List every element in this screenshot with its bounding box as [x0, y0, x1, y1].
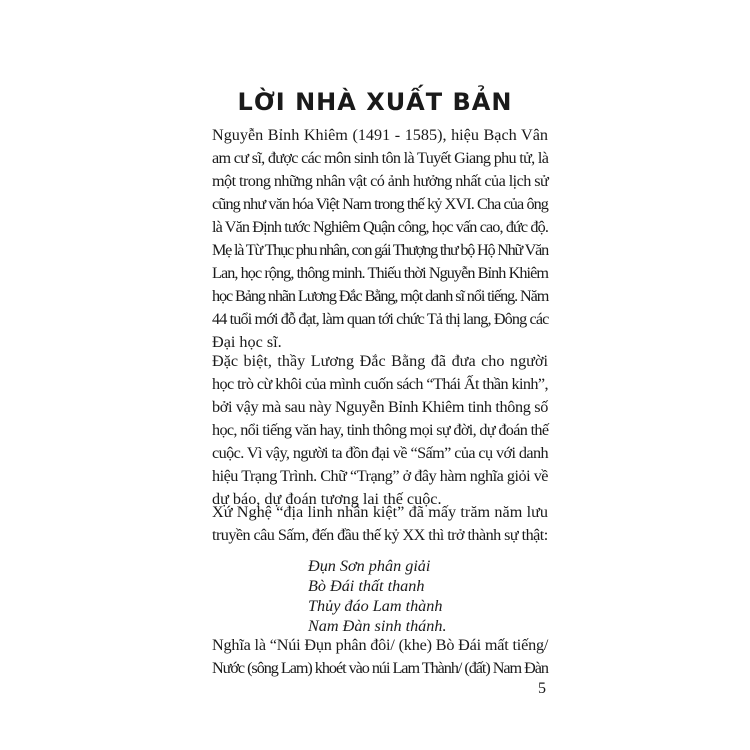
paragraph-intro — [212, 124, 548, 354]
text-line: Lan, học rộng, thông minh. Thiếu thời Nguyễn Bỉnh Khiêm — [212, 264, 548, 282]
verse-line: Đụn Sơn phân giải — [308, 557, 431, 575]
verse-line: Bò Đái thất thanh — [308, 577, 425, 595]
text-line: dự báo, dự đoán tương lai thế cuộc. — [212, 490, 442, 508]
paragraph-meaning — [212, 634, 548, 680]
page-number: 5 — [538, 680, 546, 697]
text-line: là Văn Định tước Nghiêm Quận công, học vấn cao, đức độ. — [212, 218, 548, 236]
text-line: Mẹ là Từ Thục phu nhân, con gái Thượng thư bộ Hộ Nhữ Văn — [212, 241, 548, 259]
text-line: Nước (sông Lam) khoét vào núi Lam Thành/ (đất) Nam Đàn — [212, 659, 548, 677]
paragraph-prophecy-intro — [212, 501, 548, 547]
text-line: học Bảng nhãn Lương Đắc Bằng, một danh sĩ nổi tiếng. Năm — [212, 287, 549, 305]
paragraph-teacher — [212, 350, 548, 511]
verse-line: Nam Đàn sinh thánh. — [308, 617, 447, 635]
text-line: 44 tuổi mới đỗ đạt, làm quan tới chức Tả thị lang, Đông các — [212, 310, 549, 328]
text-line: Nguyễn Bỉnh Khiêm (1491 - 1585), hiệu Bạch Vân — [212, 126, 548, 144]
text-line: truyền câu Sấm, đến đầu thế kỷ XX thì trở thành sự thật: — [212, 526, 548, 544]
text-line: bởi vậy mà sau này Nguyễn Bỉnh Khiêm tinh thông số — [212, 398, 548, 416]
text-line: học, nổi tiếng văn hay, tinh thông mọi sự đời, dự đoán thế — [212, 421, 549, 439]
text-line: học trò cừ khôi của mình cuốn sách “Thái Ất thần kinh”, — [212, 375, 548, 393]
text-line: Xứ Nghệ “địa linh nhân kiệt” đã mấy trăm năm lưu — [212, 503, 548, 521]
prophecy-verse — [308, 556, 447, 636]
text-line: cũng như văn hóa Việt Nam trong thế kỷ XVI. Cha của ông — [212, 195, 548, 213]
text-line: Nghĩa là “Núi Đụn phân đôi/ (khe) Bò Đái mất tiếng/ — [212, 636, 549, 654]
text-line: một trong những nhân vật có ảnh hưởng nhất của lịch sử — [212, 172, 549, 190]
text-line: cuộc. Vì vậy, người ta đồn đại về “Sấm” của cụ với danh — [212, 444, 548, 462]
text-line: Đặc biệt, thầy Lương Đắc Bằng đã đưa cho người — [212, 352, 548, 370]
text-line: hiệu Trạng Trình. Chữ “Trạng” ở đây hàm nghĩa giỏi về — [212, 467, 548, 485]
text-line: Đại học sĩ. — [212, 333, 282, 351]
verse-line: Thủy đáo Lam thành — [308, 597, 443, 615]
text-line: am cư sĩ, được các môn sinh tôn là Tuyết Giang phu tử, là — [212, 149, 549, 167]
page-title: LỜI NHÀ XUẤT BẢN — [237, 88, 513, 116]
